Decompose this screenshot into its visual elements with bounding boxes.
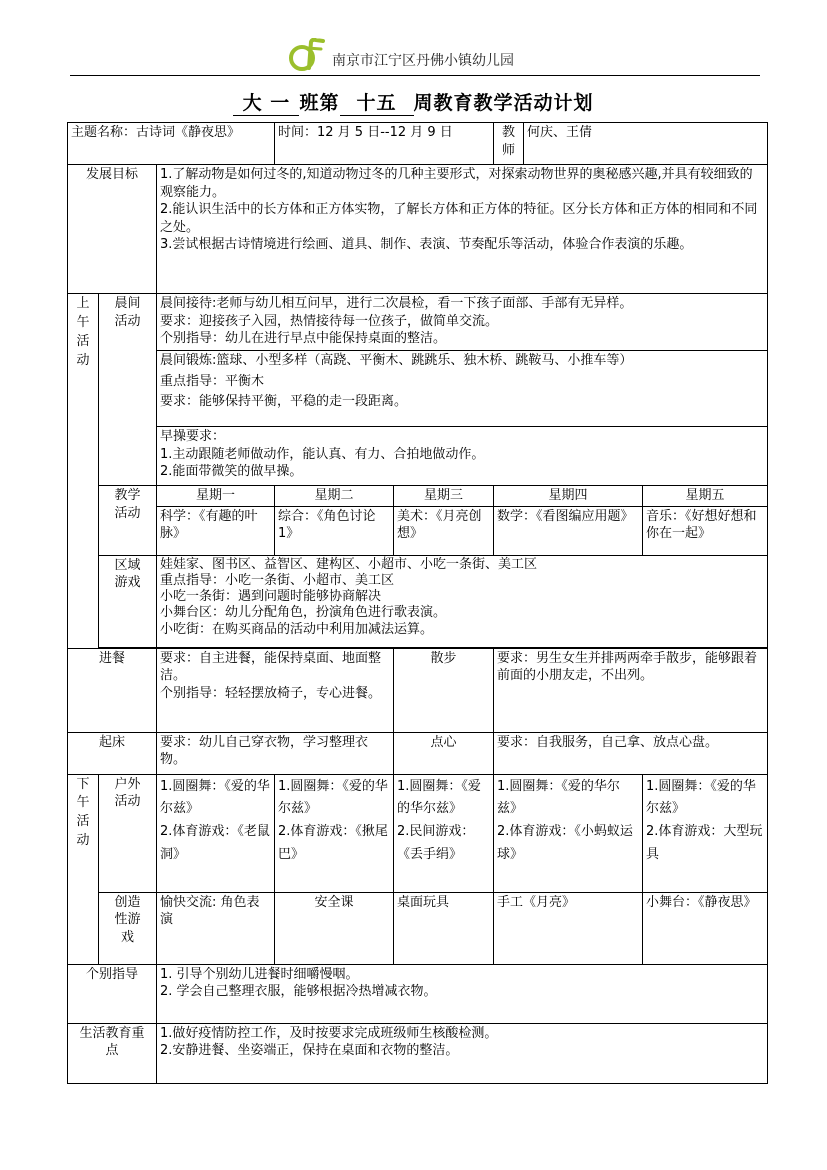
outdoor-tue: 1.圆圈舞：《爱的华尔兹》 2.体育游戏：《揪尾巴》 — [275, 774, 394, 892]
individual-label: 个别指导 — [68, 964, 157, 1023]
area-game-row — [68, 555, 768, 647]
creative-thu: 手工《月亮》 — [494, 892, 643, 964]
morning-activity-label: 晨间活动 — [99, 294, 157, 486]
page-header — [70, 38, 760, 78]
title-part-1: 班第 — [299, 92, 340, 114]
weekday-wed: 星期三 — [394, 486, 494, 507]
meal-row — [68, 648, 768, 732]
weekday-header-row — [68, 486, 768, 507]
weekday-mon: 星期一 — [157, 486, 275, 507]
meal-label: 进餐 — [68, 648, 157, 732]
exercise-content: 晨间锻炼:篮球、小型多样（高跷、平衡木、跳跳乐、独木桥、跳鞍马、小推车等） 重点指导：平衡木 要求：能够保持平衡，平稳的走一段距离。 — [157, 351, 768, 427]
weekday-tue: 星期二 — [275, 486, 394, 507]
creative-tue: 安全课 — [275, 892, 394, 964]
teacher-names: 何庆、王倩 — [524, 123, 768, 165]
teaching-mon: 科学：《有趣的叶脉》 — [157, 506, 275, 555]
wake-label: 起床 — [68, 732, 157, 774]
weekly-plan-table — [67, 122, 768, 1084]
header-divider — [70, 75, 760, 76]
goal-item: 3.尝试根据古诗情境进行绘画、道具、制作、表演、节奏配乐等活动，体验合作表演的乐趣。 — [160, 237, 693, 253]
outdoor-label: 户外活动 — [99, 774, 157, 892]
outdoor-fri: 1.圆圈舞：《爱的华尔兹》 2.体育游戏：大型玩具 — [643, 774, 768, 892]
creative-mon: 愉快交流: 角色表演 — [157, 892, 275, 964]
wake-row — [68, 732, 768, 774]
class-name: 大 一 — [233, 88, 299, 116]
teaching-tue: 综合：《角色讨论 1》 — [275, 506, 394, 555]
weekday-thu: 星期四 — [494, 486, 643, 507]
title-part-2: 周教育教学活动计划 — [413, 92, 594, 114]
goals-content — [157, 165, 768, 294]
goal-item: 1.了解动物是如何过冬的,知道动物过冬的几种主要形式，对探索动物世界的奥秘感兴趣,并具有较细致的观察能力。 — [160, 167, 753, 200]
reception-content: 晨间接待:老师与幼儿相互问早，进行二次晨检，看一下孩子面部、手部有无异样。 要求：迎接孩子入园，热情接待每一位孩子，做简单交流。 个别指导：幼儿在进行早点中能保持桌面的整洁。 — [157, 294, 768, 351]
life-label: 生活教育重 点 — [68, 1023, 157, 1083]
school-name: 南京市江宁区丹佛小镇幼儿园 — [332, 53, 514, 69]
teacher-label: 教师 — [494, 123, 524, 165]
wake-content: 要求：幼儿自己穿衣物，学习整理衣物。 — [157, 732, 394, 774]
teaching-row — [68, 506, 768, 555]
teaching-label: 教学活动 — [99, 486, 157, 556]
meal-content: 要求：自主进餐，能保持桌面、地面整洁。 个别指导：轻轻摆放椅子，专心进餐。 — [157, 648, 394, 732]
snack-label: 点心 — [394, 732, 494, 774]
outdoor-wed: 1.圆圈舞：《爱的华尔兹》 2.民间游戏：《丢手绢》 — [394, 774, 494, 892]
goal-item: 2.能认识生活中的长方体和正方体实物，了解长方体和正方体的特征。区分长方体和正方体的相同和不同之处。 — [160, 202, 758, 235]
weekday-fri: 星期五 — [643, 486, 768, 507]
creative-label: 创造性游戏 — [99, 892, 157, 964]
snack-content: 要求：自我服务，自己拿、放点心盘。 — [494, 732, 768, 774]
area-game-label: 区域游戏 — [99, 555, 157, 647]
life-row — [68, 1023, 768, 1083]
walk-label: 散步 — [394, 648, 494, 732]
walk-content: 要求：男生女生并排两两牵手散步，能够跟着前面的小朋友走，不出列。 — [494, 648, 768, 732]
life-content: 1.做好疫情防控工作，及时按要求完成班级师生核酸检测。 2.安静进餐、坐姿端正，保持在桌面和衣物的整洁。 — [157, 1023, 768, 1083]
teaching-wed: 美术：《月亮创想》 — [394, 506, 494, 555]
creative-fri: 小舞台：《静夜思》 — [643, 892, 768, 964]
exercise-row — [68, 351, 768, 427]
teaching-fri: 音乐：《好想好想和你在一起》 — [643, 506, 768, 555]
goals-row — [68, 165, 768, 294]
gym-row — [68, 427, 768, 486]
outdoor-thu: 1.圆圈舞：《爱的华尔兹》 2.体育游戏：《小蚂蚁运球》 — [494, 774, 643, 892]
school-logo — [285, 38, 329, 72]
outdoor-mon: 1.圆圈舞：《爱的华尔兹》 2.体育游戏：《老鼠洞》 — [157, 774, 275, 892]
teaching-thu: 数学：《看图编应用题》 — [494, 506, 643, 555]
week-number: 十五 — [340, 88, 414, 116]
gym-content: 早操要求： 1.主动跟随老师做动作，能认真、有力、合拍地做动作。 2.能面带微笑的做早操。 — [157, 427, 768, 486]
creative-row — [68, 892, 768, 964]
outdoor-row — [68, 774, 768, 892]
individual-content: 1. 引导个别幼儿进餐时细嚼慢咽。 2. 学会自己整理衣服，能够根据冷热增减衣物。 — [157, 964, 768, 1023]
theme-name: 主题名称：古诗词《静夜思》 — [68, 123, 275, 165]
individual-row — [68, 964, 768, 1023]
time-range: 时间：12 月 5 日--12 月 9 日 — [275, 123, 494, 165]
info-row — [68, 123, 768, 165]
area-game-content: 娃娃家、图书区、益智区、建构区、小超市、小吃一条街、美工区 重点指导：小吃一条街、小超市、美工区 小吃一条街：遇到问题时能够协商解决 小舞台区：幼儿分配角色，扮演角色进行歌表演。 小吃街：在购买商品的活动中利用加减法运算。 — [157, 555, 768, 647]
goals-label: 发展目标 — [68, 165, 157, 294]
creative-wed: 桌面玩具 — [394, 892, 494, 964]
reception-row — [68, 294, 768, 351]
morning-section-label: 上午活动 — [68, 294, 99, 649]
page-title — [0, 88, 827, 116]
afternoon-section-label: 下午活动 — [68, 774, 99, 964]
